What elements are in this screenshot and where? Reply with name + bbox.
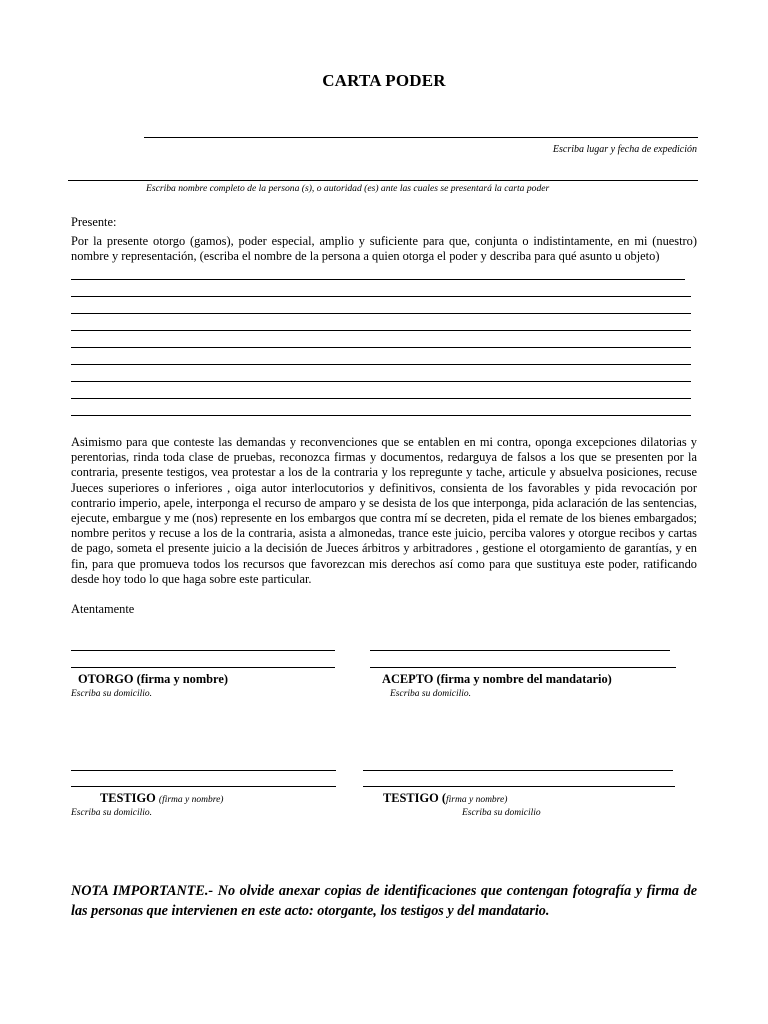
blank-line[interactable] xyxy=(71,279,685,280)
testigo1-signature-line[interactable] xyxy=(71,770,336,771)
blank-line[interactable] xyxy=(71,381,691,382)
addressee-caption: Escriba nombre completo de la persona (s), o autoridad (es) ante las cuales se presentará la carta poder xyxy=(146,183,550,194)
testigo2-signature-line[interactable] xyxy=(363,770,673,771)
blank-line[interactable] xyxy=(71,415,691,416)
otorgo-name-line[interactable] xyxy=(71,667,335,668)
testigo2-label xyxy=(383,791,507,806)
testigo1-label xyxy=(100,791,223,806)
blank-line[interactable] xyxy=(71,364,691,365)
testigo1-title: TESTIGO xyxy=(100,791,156,805)
blank-line[interactable] xyxy=(71,347,691,348)
testigo2-subtitle: firma y nombre) xyxy=(446,795,508,805)
powers-paragraph: Asimismo para que conteste las demandas y reconvenciones que se entablen en mi contra, oponga excepciones dilatorias y perentorias, rinda toda clase de pruebas, reconozca firmas y documentos, redarguya de falsos a los que se presenten por la contraria, presente testigos, vea protestar a los de la contraria y los repregunte y tache, articule y absuelva posiciones, recuse Jueces superiores o inferiores , oiga autor interlocutorios y definitivos, consienta de los favorables y pida revocación por contrario imperio, apele, interponga el recurso de amparo y se desista de los que interponga, pida aclaración de las sentencias, ejecute, embargue y me (nos) represente en los embargos que contra mí se decreten, pida el remate de los bienes embargados; nombre peritos y recuse a los de la contraria, asista a almonedas, trance este juicio, perciba valores y otorgue recibos y cartas de pago, someta el presente juicio a la decisión de Jueces árbitros y arbitradores , gestione el otorgamiento de garantías, y en fin, para que promueva todos los recursos que favorezcan mis derechos así como para que sustituya este poder, ratificando desde hoy todo lo que haga sobre este particular. xyxy=(71,435,697,586)
important-note: NOTA IMPORTANTE.- No olvide anexar copias de identificaciones que contengan fotografía y firma de las personas que intervienen en este acto: otorgante, los testigos y del mandatario. xyxy=(71,883,697,919)
blank-line[interactable] xyxy=(71,398,691,399)
testigo2-title: TESTIGO ( xyxy=(383,791,447,805)
blank-line[interactable] xyxy=(71,313,691,314)
place-date-line[interactable] xyxy=(144,137,698,138)
otorgo-label: OTORGO (firma y nombre) xyxy=(78,672,228,686)
acepto-domicile: Escriba su domicilio. xyxy=(390,689,472,699)
acepto-signature-line[interactable] xyxy=(370,650,670,651)
greeting: Presente: xyxy=(71,215,117,229)
otorgo-domicile: Escriba su domicilio. xyxy=(71,689,153,699)
blank-line[interactable] xyxy=(71,330,691,331)
testigo2-name-line[interactable] xyxy=(363,786,675,787)
testigo1-domicile: Escriba su domicilio. xyxy=(71,808,153,818)
intro-paragraph: Por la presente otorgo (gamos), poder especial, amplio y suficiente para que, conjunta o indistintamente, en mi (nuestro) nombre y representación, (escriba el nombre de la persona a quien otorga el poder y describa para qué asunto u objeto) xyxy=(71,234,697,264)
document-title: CARTA PODER xyxy=(322,71,446,90)
testigo1-name-line[interactable] xyxy=(71,786,336,787)
acepto-name-line[interactable] xyxy=(370,667,676,668)
blank-line[interactable] xyxy=(71,296,691,297)
place-date-caption: Escriba lugar y fecha de expedición xyxy=(552,144,697,155)
addressee-line[interactable] xyxy=(68,180,698,181)
acepto-label: ACEPTO (firma y nombre del mandatario) xyxy=(382,672,612,686)
otorgo-signature-line[interactable] xyxy=(71,650,335,651)
testigo2-domicile: Escriba su domicilio xyxy=(462,808,541,818)
testigo1-subtitle: (firma y nombre) xyxy=(158,795,224,805)
closing: Atentamente xyxy=(71,602,135,616)
